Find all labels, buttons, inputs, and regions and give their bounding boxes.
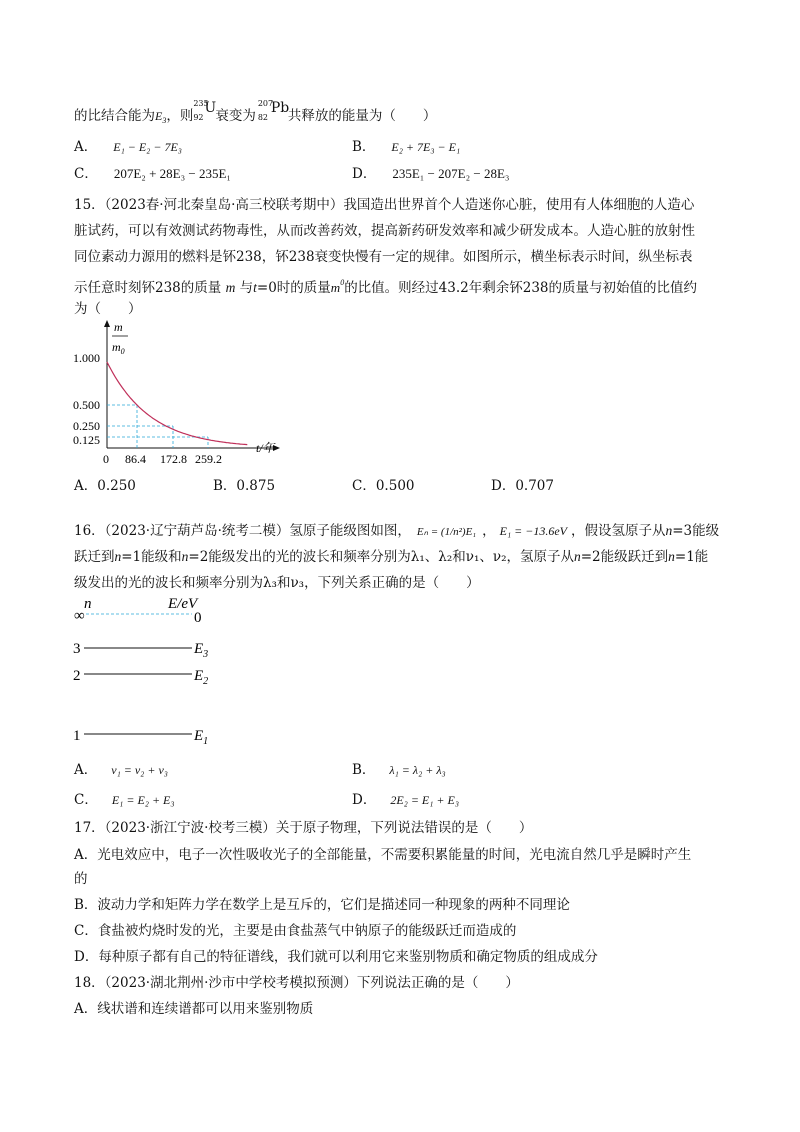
q17-option-a[interactable]: A．光电效应中，电子一次性吸收光子的全部能量，不需要积累能量的时间，光电流自然几乎是瞬时产生 [74,847,692,863]
infinity-label: ∞ [74,608,85,624]
q15-line-4: 示任意时刻钚238的质量 m 与t=0时的质量$m^0$的比值。则经过43.2年剩余钚238的质量与初始值的比值约 [74,278,698,296]
q17-option-b[interactable]: B．波动力学和矩阵力学在数学上是互斥的，它们是描述同一种现象的两种不同理论 [74,897,570,913]
q14-E3: $E_3$ [155,109,167,125]
level-2-label: 2 [73,668,81,684]
E2-label: $E_2$ [194,668,209,687]
uranium-nuclide: 235 92 U [193,99,217,122]
q15-option-c[interactable]: C．0.500 [352,478,415,494]
q16-line-1: 16．（2023·辽宁葫芦岛·统考二模）氢原子能级图如图， Eₙ = (1/n²)E₁ ， E₁ = −13.6eV ，假设氢原子从n=3能级 [74,523,720,539]
x-tick-2: 172.8 [160,452,187,466]
energy-unit-label: E/eV [168,596,198,612]
q15-line-3: 同位素动力源用的燃料是钚238，钚238衰变快慢有一定的规律。如图所示，横坐标表示时间，纵坐标表 [74,249,693,265]
decay-graph [70,318,300,468]
q14-option-b[interactable]: B． E₂ + 7E₃ − E₁ [352,139,461,155]
q17-option-a-cont: 的 [74,871,88,887]
q17-option-d[interactable]: D．每种原子都有自己的特征谱线，我们就可以利用它来鉴别物质和确定物质的组成成分 [74,949,598,965]
q14-tail-mid: ，则 [166,108,194,124]
y-label-den: $m_0$ [112,340,125,356]
q14-stem-tail [74,100,436,131]
q17-option-c[interactable]: C．食盐被灼烧时发的光，主要是由食盐蒸气中钠原子的能级跃迁而造成的 [74,923,517,939]
q15-option-a[interactable]: A．0.250 [74,478,136,494]
q14-option-d[interactable]: D． 235E₁ − 207E₂ − 28E₃ [352,166,510,182]
x-tick-1: 86.4 [125,452,146,466]
q16-option-c[interactable]: C． E₁ = E₂ + E₃ [74,792,175,808]
level-3-label: 3 [73,641,81,657]
q16-option-d[interactable]: D． 2E₂ = E₁ + E₃ [352,792,460,808]
q14-option-c[interactable]: C． 207E₂ + 28E₃ − 235E₁ [74,166,231,182]
q15-option-b[interactable]: B．0.875 [213,478,276,494]
zero-label: 0 [194,610,202,626]
y-tick-2: 0.500 [73,398,100,412]
x-axis-label: t/年 [256,441,275,455]
y-tick-4: 0.125 [73,433,100,447]
E1-label: $E_1$ [194,728,209,747]
lead-nuclide: 207 82 Pb [257,99,290,122]
dashed-guides [107,405,208,448]
q15-line-5: 为（ ） [74,301,142,317]
y-tick-3: 0.250 [73,419,100,433]
q14-tail-end: 共释放的能量为（ ） [287,108,437,124]
E3-label: $E_3$ [194,641,209,660]
decay-curve [107,362,247,445]
y-axis-arrow [104,320,110,327]
y-label-num: m [114,320,123,334]
q14-tail-pre: 的比结合能为 [74,108,155,124]
x-origin: 0 [103,452,109,466]
n-label: n [84,596,92,612]
q15-line-2: 脏试药，可以有效测试药物毒性，从而改善药效，提高新药研发效率和减少研发成本。人造心脏的放射性 [74,223,695,239]
y-tick-1: 1.000 [73,351,100,365]
level-1-label: 1 [73,728,81,744]
ground-energy: E₁ = −13.6eV [499,524,567,538]
q15-line-1: 15．（2023春·河北秦皇岛·高三校联考期中）我国造出世界首个人造迷你心脏，使用有人体细胞的人造心 [74,197,695,213]
x-tick-3: 259.2 [195,452,222,466]
energy-formula: Eₙ = (1/n²)E₁ [416,526,477,538]
q18-stem: 18．（2023·湖北荆州·沙市中学校考模拟预测）下列说法正确的是（ ） [74,975,519,991]
q18-option-a[interactable]: A．线状谱和连续谱都可以用来鉴别物质 [74,1001,314,1017]
q16-option-a[interactable]: A． ν₁ = ν₂ + ν₃ [74,762,168,778]
q16-line-2: 跃迁到n=1能级和n=2能级发出的光的波长和频率分别为λ₁、λ₂和ν₁、ν₂，氢原子从n=2能级跃迁到n=1能 [74,549,709,565]
q16-line-3: 级发出的光的波长和频率分别为λ₃和ν₃，下列关系正确的是（ ） [74,575,480,591]
q15-option-d[interactable]: D．0.707 [491,478,554,494]
q14-decay: 衰变为 [215,108,256,124]
q16-option-b[interactable]: B． λ₁ = λ₂ + λ₃ [352,762,446,778]
q17-stem: 17．（2023·浙江宁波·校考三模）关于原子物理，下列说法错误的是（ ） [74,820,533,836]
q14-option-a[interactable]: A． E₁ − E₂ − 7E₃ [74,139,182,155]
energy-level-diagram [70,590,250,750]
